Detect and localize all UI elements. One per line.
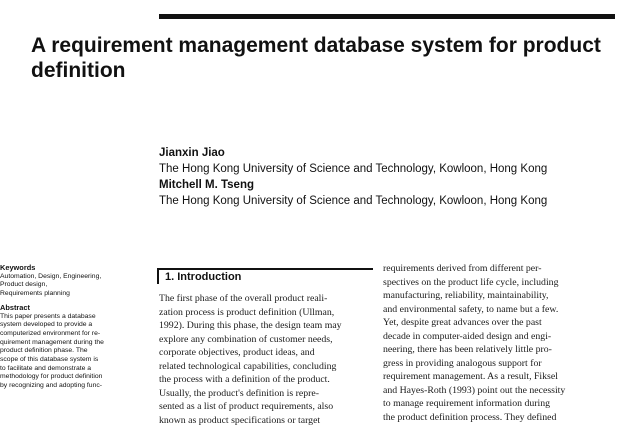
body-line: Yet, despite great advances over the past [383,316,619,330]
keywords-line: Product design, [0,281,150,290]
body-line: The first phase of the overall product reali- [159,292,373,306]
body-line: spectives on the product life cycle, including [383,276,619,290]
abstract-line: by recognizing and adopting func- [0,382,150,391]
abstract-heading: Abstract [0,304,150,313]
abstract-line: methodology for product definition [0,373,150,382]
body-line: requirements derived from different per- [383,262,619,276]
author-name: Mitchell M. Tseng [159,177,619,193]
abstract-line: computerized environment for re- [0,330,150,339]
body-line: 1992). During this phase, the design team may [159,319,373,333]
author-name: Jianxin Jiao [159,145,619,161]
body-line: requirement management. As a result, Fiksel [383,370,619,384]
body-column-middle [159,292,373,427]
section-heading-frame [157,268,373,284]
body-column-right [383,262,619,424]
abstract-line: product definition phase. The [0,347,150,356]
title-top-rule [159,14,615,19]
body-line: gress in providing analogous support for [383,357,619,371]
section-heading: 1. Introduction [165,271,241,284]
paper-title: A requirement management database system for product definition [31,33,616,83]
body-line: and Hayes-Roth (1993) point out the necessity [383,384,619,398]
body-line: related technological capabilities, concluding [159,360,373,374]
abstract-line: scope of this database system is [0,356,150,365]
keywords-heading: Keywords [0,264,150,273]
abstract-line: to facilitate and demonstrate a [0,365,150,374]
body-line: to manage requirement information during [383,397,619,411]
keywords-line: Requirements planning [0,290,150,299]
author-affiliation: The Hong Kong University of Science and Technology, Kowloon, Hong Kong [159,193,619,209]
body-line: decade in computer-aided design and engi- [383,330,619,344]
abstract-line: This paper presents a database [0,313,150,322]
body-line: corporate objectives, product ideas, and [159,346,373,360]
abstract-line: system developed to provide a [0,321,150,330]
body-line: and environmental safety, to name but a few. [383,303,619,317]
sidebar-column [0,264,150,391]
body-line: explore any combination of customer needs, [159,333,373,347]
author-affiliation: The Hong Kong University of Science and Technology, Kowloon, Hong Kong [159,161,619,177]
body-line: manufacturing, reliability, maintainability, [383,289,619,303]
body-line: the product definition process. They defined [383,411,619,425]
body-line: the process with a definition of the product. [159,373,373,387]
abstract-line: quirement management during the [0,339,150,348]
keywords-line: Automation, Design, Engineering, [0,273,150,282]
body-line: neering, there has been relatively little pro- [383,343,619,357]
body-line: zation process is product definition (Ullman, [159,306,373,320]
author-block [159,145,619,209]
body-line: sented as a list of product requirements, also [159,400,373,414]
body-line: known as product specifications or target [159,414,373,427]
body-line: Usually, the product's definition is repre- [159,387,373,401]
